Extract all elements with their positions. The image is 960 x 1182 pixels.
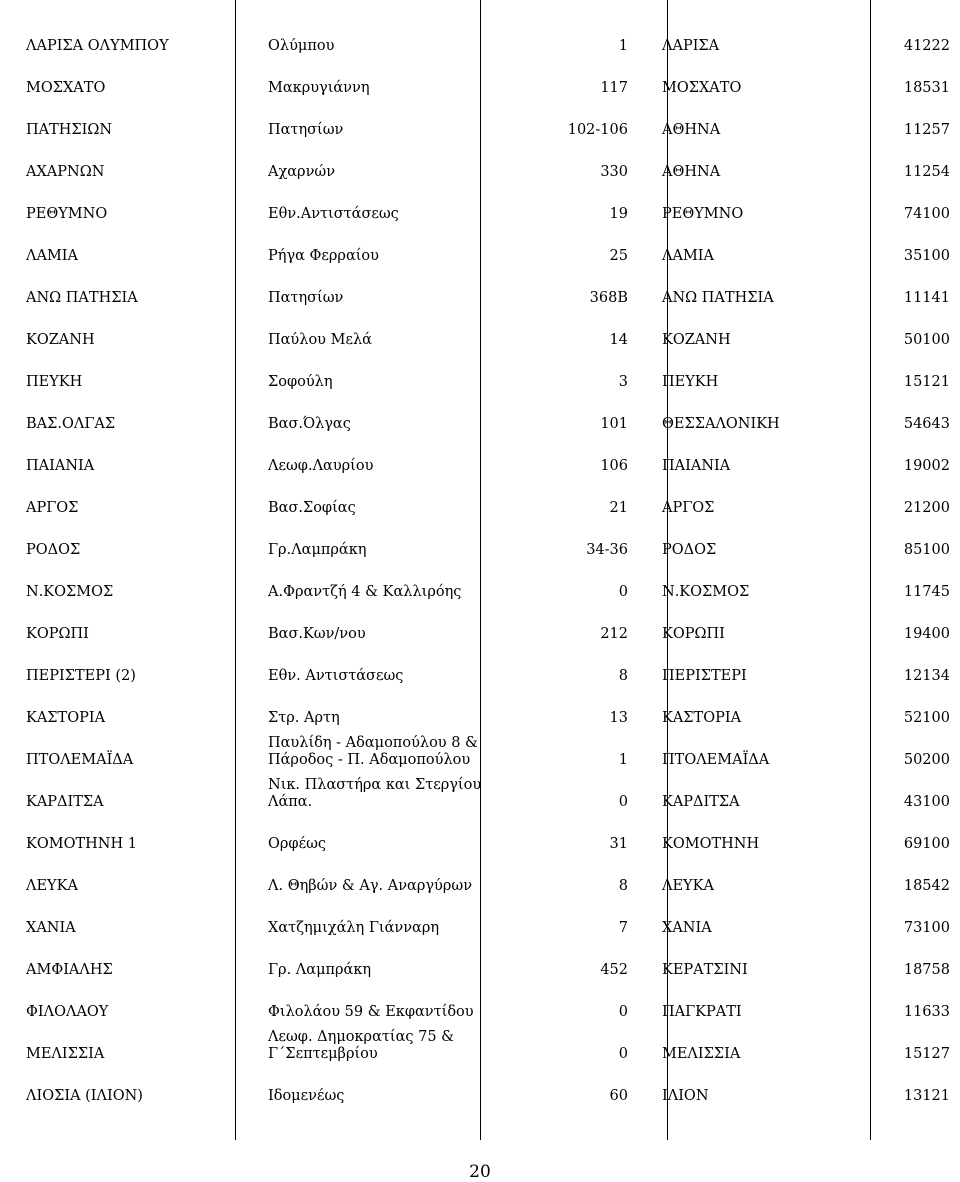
postal-code-cell: 13121 — [903, 1088, 950, 1104]
postal-code-cell: 54643 — [903, 416, 950, 432]
street-number-cell: 14 — [609, 332, 628, 348]
table-row — [16, 769, 956, 811]
postal-code-cell: 43100 — [903, 794, 950, 810]
street-cell: Ολύμπου — [268, 38, 335, 54]
city-cell: ΜΟΣΧΑΤΟ — [662, 80, 742, 96]
postal-code-cell: 18542 — [903, 878, 950, 894]
street-line: Πάροδος - Π. Αδαμοπούλου — [268, 752, 471, 768]
branch-name-cell: ΛΙΟΣΙΑ (ΙΛΙΟΝ) — [26, 1088, 143, 1104]
city-cell: ΜΕΛΙΣΣΙΑ — [662, 1046, 741, 1062]
street-number-cell: 106 — [600, 458, 628, 474]
branch-name-cell: ΜΕΛΙΣΣΙΑ — [26, 1046, 105, 1062]
street-cell: Μακρυγιάννη — [268, 80, 370, 96]
city-cell: ΠΑΙΑΝΙΑ — [662, 458, 731, 474]
postal-code-cell: 15121 — [903, 374, 950, 390]
city-cell: ΡΕΘΥΜΝΟ — [662, 206, 744, 222]
city-cell: ΑΘΗΝΑ — [662, 164, 721, 180]
branch-name-cell: ΑΧΑΡΝΩΝ — [26, 164, 105, 180]
street-cell: Εθν.Αντιστάσεως — [268, 206, 399, 222]
branch-name-cell: ΠΑΙΑΝΙΑ — [26, 458, 95, 474]
city-cell: ΠΑΓΚΡΑΤΙ — [662, 1004, 742, 1020]
street-line: Νικ. Πλαστήρα και Στεργίου — [268, 777, 482, 793]
table-row — [16, 349, 956, 391]
table-row — [16, 475, 956, 517]
street-cell: Ιδομενέως — [268, 1088, 345, 1104]
street-cell: Ρήγα Φερραίου — [268, 248, 379, 264]
table-row — [16, 853, 956, 895]
city-cell: ΚΟΡΩΠΙ — [662, 626, 725, 642]
street-number-cell: 0 — [618, 1004, 628, 1020]
table-row — [16, 517, 956, 559]
street-number-cell: 452 — [600, 962, 628, 978]
branch-name-cell: ΠΤΟΛΕΜΑΪΔΑ — [26, 752, 134, 768]
branch-name-cell: ΑΡΓΟΣ — [26, 500, 79, 516]
postal-code-cell: 85100 — [903, 542, 950, 558]
city-cell: ΚΟΜΟΤΗΝΗ — [662, 836, 760, 852]
branch-name-cell: ΠΕΥΚΗ — [26, 374, 83, 390]
postal-code-cell: 74100 — [903, 206, 950, 222]
city-cell: ΑΡΓΟΣ — [662, 500, 715, 516]
street-cell: Πατησίων — [268, 290, 344, 306]
postal-code-cell: 12134 — [903, 668, 950, 684]
table-row — [16, 307, 956, 349]
branch-name-cell: ΠΑΤΗΣΙΩΝ — [26, 122, 113, 138]
street-cell: Αχαρνών — [268, 164, 336, 180]
street-cell: Γρ.Λαμπράκη — [268, 542, 367, 558]
table-row — [16, 685, 956, 727]
street-cell: Λ. Θηβών & Αγ. Αναργύρων — [268, 878, 473, 894]
branch-name-cell: ΑΝΩ ΠΑΤΗΣΙΑ — [26, 290, 138, 306]
street-number-cell: 117 — [600, 80, 628, 96]
street-number-cell: 0 — [618, 794, 628, 810]
street-number-cell: 19 — [609, 206, 628, 222]
postal-code-cell: 73100 — [903, 920, 950, 936]
street-number-cell: 21 — [609, 500, 628, 516]
street-cell: Γρ. Λαμπράκη — [268, 962, 372, 978]
city-cell: ΡΟΔΟΣ — [662, 542, 717, 558]
street-number-cell: 60 — [609, 1088, 628, 1104]
table-row — [16, 895, 956, 937]
branch-name-cell: ΜΟΣΧΑΤΟ — [26, 80, 106, 96]
street-cell: Βασ.Κων/νου — [268, 626, 366, 642]
street-number-cell: 13 — [609, 710, 628, 726]
street-number-cell: 34-36 — [586, 542, 628, 558]
postal-code-cell: 69100 — [903, 836, 950, 852]
table-row — [16, 55, 956, 97]
table-row — [16, 601, 956, 643]
postal-code-cell: 18758 — [903, 962, 950, 978]
street-cell: Εθν. Αντιστάσεως — [268, 668, 404, 684]
street-cell: Λεωφ.Λαυρίου — [268, 458, 374, 474]
branch-name-cell: ΧΑΝΙΑ — [26, 920, 76, 936]
branch-name-cell: ΠΕΡΙΣΤΕΡΙ (2) — [26, 668, 136, 684]
street-cell: Σοφούλη — [268, 374, 333, 390]
postal-code-cell: 19002 — [903, 458, 950, 474]
postal-code-cell: 11257 — [903, 122, 950, 138]
page-number: 20 — [469, 1162, 491, 1182]
street-cell: Παύλου Μελά — [268, 332, 372, 348]
branch-name-cell: ΛΕΥΚΑ — [26, 878, 78, 894]
street-cell — [258, 769, 564, 811]
postal-code-cell: 52100 — [903, 710, 950, 726]
street-number-cell: 212 — [600, 626, 628, 642]
street-number-cell: 0 — [618, 1046, 628, 1062]
table-row — [16, 937, 956, 979]
street-number-cell: 101 — [600, 416, 628, 432]
branch-name-cell: Ν.ΚΟΣΜΟΣ — [26, 584, 114, 600]
street-line: Γ΄Σεπτεμβρίου — [268, 1046, 378, 1062]
street-line: Παυλίδη - Αδαμοπούλου 8 & — [268, 735, 478, 751]
branch-name-cell: ΦΙΛΟΛΑΟΥ — [26, 1004, 109, 1020]
street-cell: Χατζημιχάλη Γιάνναρη — [268, 920, 440, 936]
table-row — [16, 265, 956, 307]
city-cell: ΚΕΡΑΤΣΙΝΙ — [662, 962, 748, 978]
table-row — [16, 181, 956, 223]
street-number-cell: 8 — [618, 878, 628, 894]
street-line: Λεωφ. Δημοκρατίας 75 & — [268, 1029, 455, 1045]
street-cell: Βασ.Σοφίας — [268, 500, 356, 516]
postal-code-cell: 41222 — [903, 38, 950, 54]
branch-name-cell: ΚΑΣΤΟΡΙΑ — [26, 710, 106, 726]
postal-code-cell: 11254 — [903, 164, 950, 180]
city-cell: ΠΕΥΚΗ — [662, 374, 719, 390]
city-cell: ΑΘΗΝΑ — [662, 122, 721, 138]
table-row — [16, 979, 956, 1021]
city-cell: Ν.ΚΟΣΜΟΣ — [662, 584, 750, 600]
street-number-cell: 25 — [609, 248, 628, 264]
street-number-cell: 368Β — [589, 290, 628, 306]
branch-name-cell: ΚΑΡΔΙΤΣΑ — [26, 794, 104, 810]
city-cell: ΚΑΡΔΙΤΣΑ — [662, 794, 740, 810]
branch-name-cell: ΒΑΣ.ΟΛΓΑΣ — [26, 416, 116, 432]
postal-code-cell: 11141 — [903, 290, 950, 306]
street-line: Λάπα. — [268, 794, 313, 810]
street-number-cell: 1 — [618, 38, 628, 54]
city-cell: ΛΑΡΙΣΑ — [662, 38, 720, 54]
postal-code-cell: 18531 — [903, 80, 950, 96]
city-cell: ΑΝΩ ΠΑΤΗΣΙΑ — [662, 290, 774, 306]
street-number-cell: 3 — [618, 374, 628, 390]
street-number-cell: 330 — [600, 164, 628, 180]
street-cell: Βασ.Όλγας — [268, 416, 351, 432]
street-number-cell: 8 — [618, 668, 628, 684]
city-cell: ΙΛΙΟΝ — [662, 1088, 709, 1104]
table-row — [16, 727, 956, 769]
table-row — [16, 13, 956, 55]
table-row — [16, 811, 956, 853]
postal-code-cell: 11745 — [903, 584, 950, 600]
table-row — [16, 139, 956, 181]
street-cell: Στρ. Αρτη — [268, 710, 340, 726]
table-row — [16, 559, 956, 601]
postal-code-cell: 50200 — [903, 752, 950, 768]
city-cell: ΚΟΖΑΝΗ — [662, 332, 731, 348]
city-cell: ΛΕΥΚΑ — [662, 878, 714, 894]
postal-code-cell: 19400 — [903, 626, 950, 642]
postal-code-cell: 15127 — [903, 1046, 950, 1062]
street-number-cell: 31 — [609, 836, 628, 852]
branch-name-cell: ΑΜΦΙΑΛΗΣ — [26, 962, 113, 978]
branch-name-cell: ΚΟΜΟΤΗΝΗ 1 — [26, 836, 137, 852]
street-cell: Α.Φραντζή 4 & Καλλιρόης — [268, 584, 462, 600]
branch-name-cell: ΡΕΘΥΜΝΟ — [26, 206, 108, 222]
street-cell — [258, 727, 564, 769]
branch-name-cell: ΚΟΡΩΠΙ — [26, 626, 89, 642]
postal-code-cell: 35100 — [903, 248, 950, 264]
branch-name-cell: ΡΟΔΟΣ — [26, 542, 81, 558]
street-cell: Πατησίων — [268, 122, 344, 138]
city-cell: ΚΑΣΤΟΡΙΑ — [662, 710, 742, 726]
city-cell: ΠΤΟΛΕΜΑΪΔΑ — [662, 752, 770, 768]
table-row — [16, 223, 956, 265]
branch-name-cell: ΛΑΡΙΣΑ ΟΛΥΜΠΟΥ — [26, 38, 169, 54]
table-row — [16, 1021, 956, 1063]
street-number-cell: 102-106 — [567, 122, 628, 138]
street-cell: Φιλολάου 59 & Εκφαντίδου — [268, 1004, 474, 1020]
branch-name-cell: ΛΑΜΙΑ — [26, 248, 78, 264]
table-row — [16, 643, 956, 685]
postal-code-cell: 50100 — [903, 332, 950, 348]
postal-code-cell: 11633 — [903, 1004, 950, 1020]
city-cell: ΛΑΜΙΑ — [662, 248, 714, 264]
branch-name-cell: ΚΟΖΑΝΗ — [26, 332, 95, 348]
street-number-cell: 1 — [618, 752, 628, 768]
street-cell — [258, 1021, 564, 1063]
street-cell: Ορφέως — [268, 836, 327, 852]
branch-table — [16, 13, 956, 1105]
table-row — [16, 391, 956, 433]
table-row — [16, 433, 956, 475]
street-number-cell: 7 — [618, 920, 628, 936]
table-row — [16, 1063, 956, 1105]
table-row — [16, 97, 956, 139]
city-cell: ΘΕΣΣΑΛΟΝΙΚΗ — [662, 416, 780, 432]
street-number-cell: 0 — [618, 584, 628, 600]
city-cell: ΧΑΝΙΑ — [662, 920, 712, 936]
postal-code-cell: 21200 — [903, 500, 950, 516]
city-cell: ΠΕΡΙΣΤΕΡΙ — [662, 668, 747, 684]
